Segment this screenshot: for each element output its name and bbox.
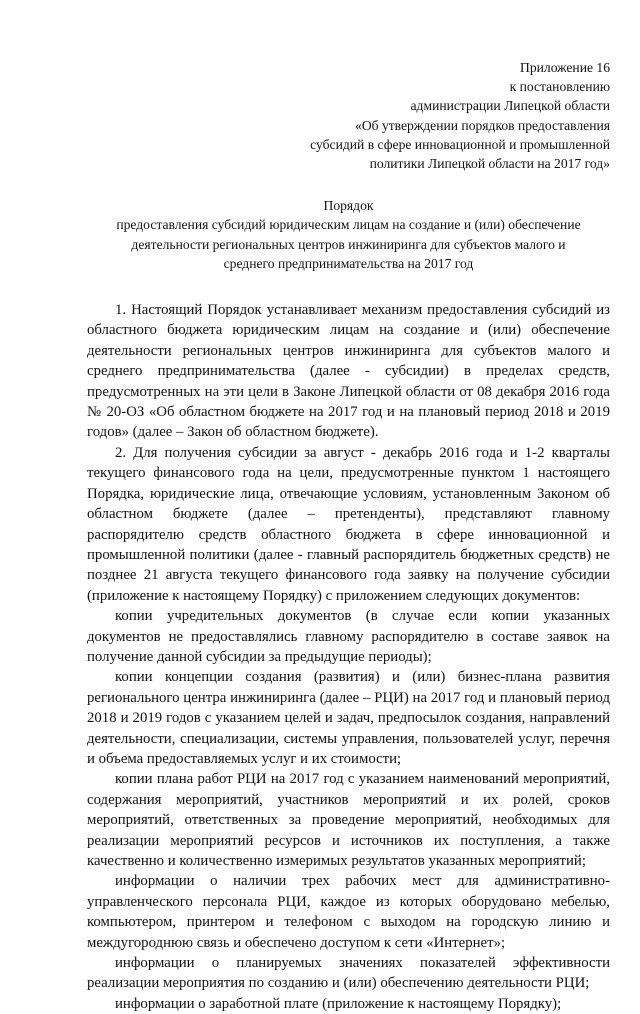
- list-item-charter-documents: копии учредительных документов (в случае если копии указанных документов не предоставлялись главному распорядителю в составе заявок на получение данной субсидии за предыдущие периоды);: [87, 608, 610, 665]
- annex-line: администрации Липецкой области: [410, 98, 610, 114]
- annex-line: к постановлению: [509, 79, 610, 95]
- paragraph-2: 2. Для получения субсидии за август - декабрь 2016 года и 1-2 кварталы текущего финансового года на цели, предусмотренные пунктом 1 настоящего Порядка, юридические лица, отвечающие условиям, установленным Законом об областном бюджете (далее – претенденты), представляют главному распорядителю средств областного бюджета в сфере инновационной и промышленной политики (далее - главный распорядитель бюджетных средств) не позднее 21 августа текущего финансового года заявку на получение субсидии (приложение к настоящему Порядку) с приложением следующих документов:: [87, 444, 610, 604]
- paragraph-1: 1. Настоящий Порядок устанавливает механизм предоставления субсидий из областного бюджета юридическим лицам на создание и (или) обеспечение деятельности региональных центров инжиниринга для субъектов малого и среднего предпринимательства (далее - субсидии) в пределах средств, предусмотренных на эти цели в Законе Липецкой области от 08 декабря 2016 года № 20-ОЗ «Об областном бюджете на 2017 год и на плановый период 2018 и 2019 годов» (далее – Закон об областном бюджете).: [87, 302, 610, 441]
- document-title: [87, 196, 610, 273]
- annex-line: политики Липецкой области на 2017 год»: [369, 156, 610, 172]
- title-subtitle-line: среднего предпринимательства на 2017 год: [223, 255, 474, 271]
- list-item-indicators-info: информации о планируемых значениях показателей эффективности реализации мероприятия по созданию и (или) обеспечению деятельности РЦИ;: [87, 955, 610, 992]
- annex-line: Приложение 16: [520, 60, 610, 75]
- list-item-salary-info: информации о заработной плате (приложение к настоящему Порядку);: [115, 995, 562, 1012]
- title-heading: Порядок: [323, 198, 374, 214]
- title-subtitle-line: деятельности региональных центров инжиниринга для субъектов малого и: [131, 236, 566, 252]
- list-item-concept: копии концепции создания (развития) и (или) бизнес-плана развития регионального центра инжиниринга (далее – РЦИ) на 2017 год и плановый период 2018 и 2019 годов с указанием целей и задач, предпосылок создания, направлений деятельности, специализации, системы управления, пользователей услуг, перечня и объема предоставляемых услуг и их стоимости;: [87, 669, 610, 767]
- list-item-workplaces-info: информации о наличии трех рабочих мест для административно-управленческого персонала РЦИ, каждое из которых оборудовано мебелью, компьютером, принтером и телефоном с выходом на городскую линию и междугороднюю связь и обеспечено доступом к сети «Интернет»;: [87, 873, 610, 951]
- annex-line: субсидий в сфере инновационной и промышленной: [310, 136, 610, 152]
- annex-header: [87, 58, 610, 173]
- annex-line: «Об утверждении порядков предоставления: [355, 117, 610, 133]
- document-body: [87, 300, 610, 1014]
- list-item-work-plan: копии плана работ РЦИ на 2017 год с указанием наименований мероприятий, содержания мероприятий, участников мероприятий и их ролей, сроков мероприятий, ответственных за проведение мероприятий, необходимых для реализации мероприятий ресурсов и источников их поступления, а также качественно и количественно измеримых результатов указанных мероприятий;: [87, 771, 610, 869]
- title-subtitle-line: предоставления субсидий юридическим лицам на создание и (или) обеспечение: [116, 217, 581, 233]
